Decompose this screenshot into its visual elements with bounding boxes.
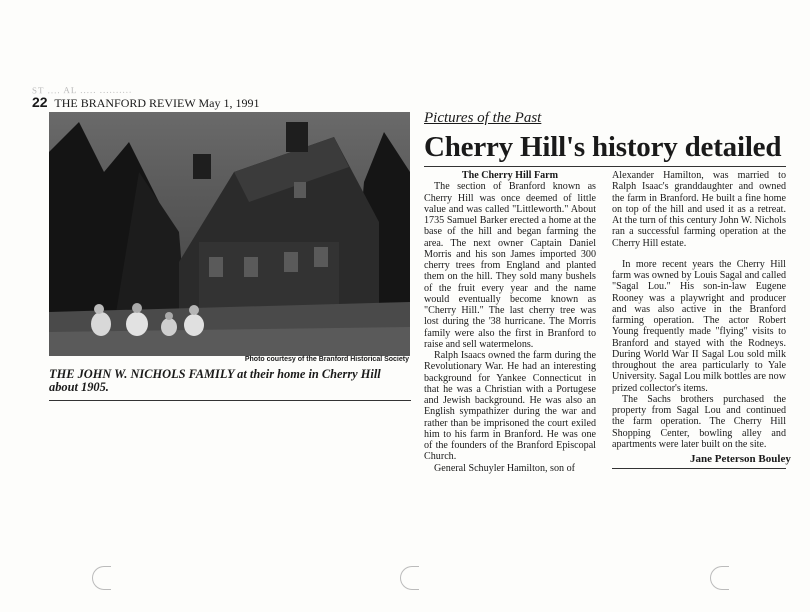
binder-hole-icon (92, 566, 111, 590)
section-label: Pictures of the Past (424, 110, 542, 126)
paragraph: The Sachs brothers purchased the property from Sagal Lou and continued the farm operation. The Cherry Hill Shopping Center, bowling alley and apartments were later built on the site. (612, 393, 786, 450)
article-column-2 (612, 170, 786, 450)
photo-credit: Photo courtesy of the Branford Historical Society (244, 356, 409, 363)
page-number: 22 (32, 94, 48, 110)
historic-photo (49, 112, 410, 356)
issue-date: May 1, 1991 (198, 96, 260, 110)
subheading: The Cherry Hill Farm (461, 170, 559, 181)
byline: Jane Peterson Bouley (690, 453, 791, 465)
paragraph: In more recent years the Cherry Hill farm was owned by Louis Sagal and called "Sagal Lou." His son-in-law Eugene Rooney was a playwright and producer and was also active in the Branford farming operation. The actor Robert Young frequently made "flying" visits to Branford and stayed with the Rodneys. During World War II Sagal Lou sold milk throughout the area particularly to Yale University. Sagal Lou milk bottles are now prized collector's items. (612, 258, 786, 394)
publication-name: THE BRANFORD REVIEW (54, 96, 196, 110)
binder-hole-icon (710, 566, 729, 590)
masthead (32, 94, 260, 111)
photo-caption: THE JOHN W. NICHOLS FAMILY at their home in Cherry Hill about 1905. (49, 367, 381, 394)
caption-divider (49, 400, 411, 401)
paragraph: The section of Branford known as Cherry Hill was once deemed of little value and was called "Littleworth." About 1735 Samuel Barker erected a home at the base of the hill and began farming the area. The next owner Captain Daniel Morris and his son James imported 300 cherry trees from England and planted them on the hill. They sold many bushels of the fruit every year and the name would eventually become known as "Cherry Hill." The last cherry tree was lost during the '38 hurricane. The Morris family were also the first in Branford to raise and sell watermelons. (424, 181, 596, 350)
paragraph: Ralph Isaacs owned the farm during the Revolutionary War. He had an interesting background for Yankee Connecticut in that he was a Christian with a Portugese and Jewish background. He was also an English sympathizer during the war and rather than be imprisoned the court exiled him to his farm in Branford. He was one of the founders of the Branford Episcopal Church. (424, 350, 596, 463)
headline-divider (424, 166, 786, 167)
masthead-ghost-text: ST .... AL ..... .......... (31, 84, 133, 96)
paragraph: Alexander Hamilton, was married to Ralph Isaac's granddaughter and owned the farm in Branford. He built a fine home on top of the hill and used it as a retreat. At the turn of this century John W. Nichols ran a successful farming operation at the Cherry Hill estate. (612, 170, 786, 249)
headline: Cherry Hill's history detailed (424, 131, 782, 163)
byline-divider (612, 468, 786, 469)
paragraph: General Schuyler Hamilton, son of (434, 462, 575, 474)
binder-hole-icon (400, 566, 419, 590)
article-column-1 (424, 170, 596, 474)
